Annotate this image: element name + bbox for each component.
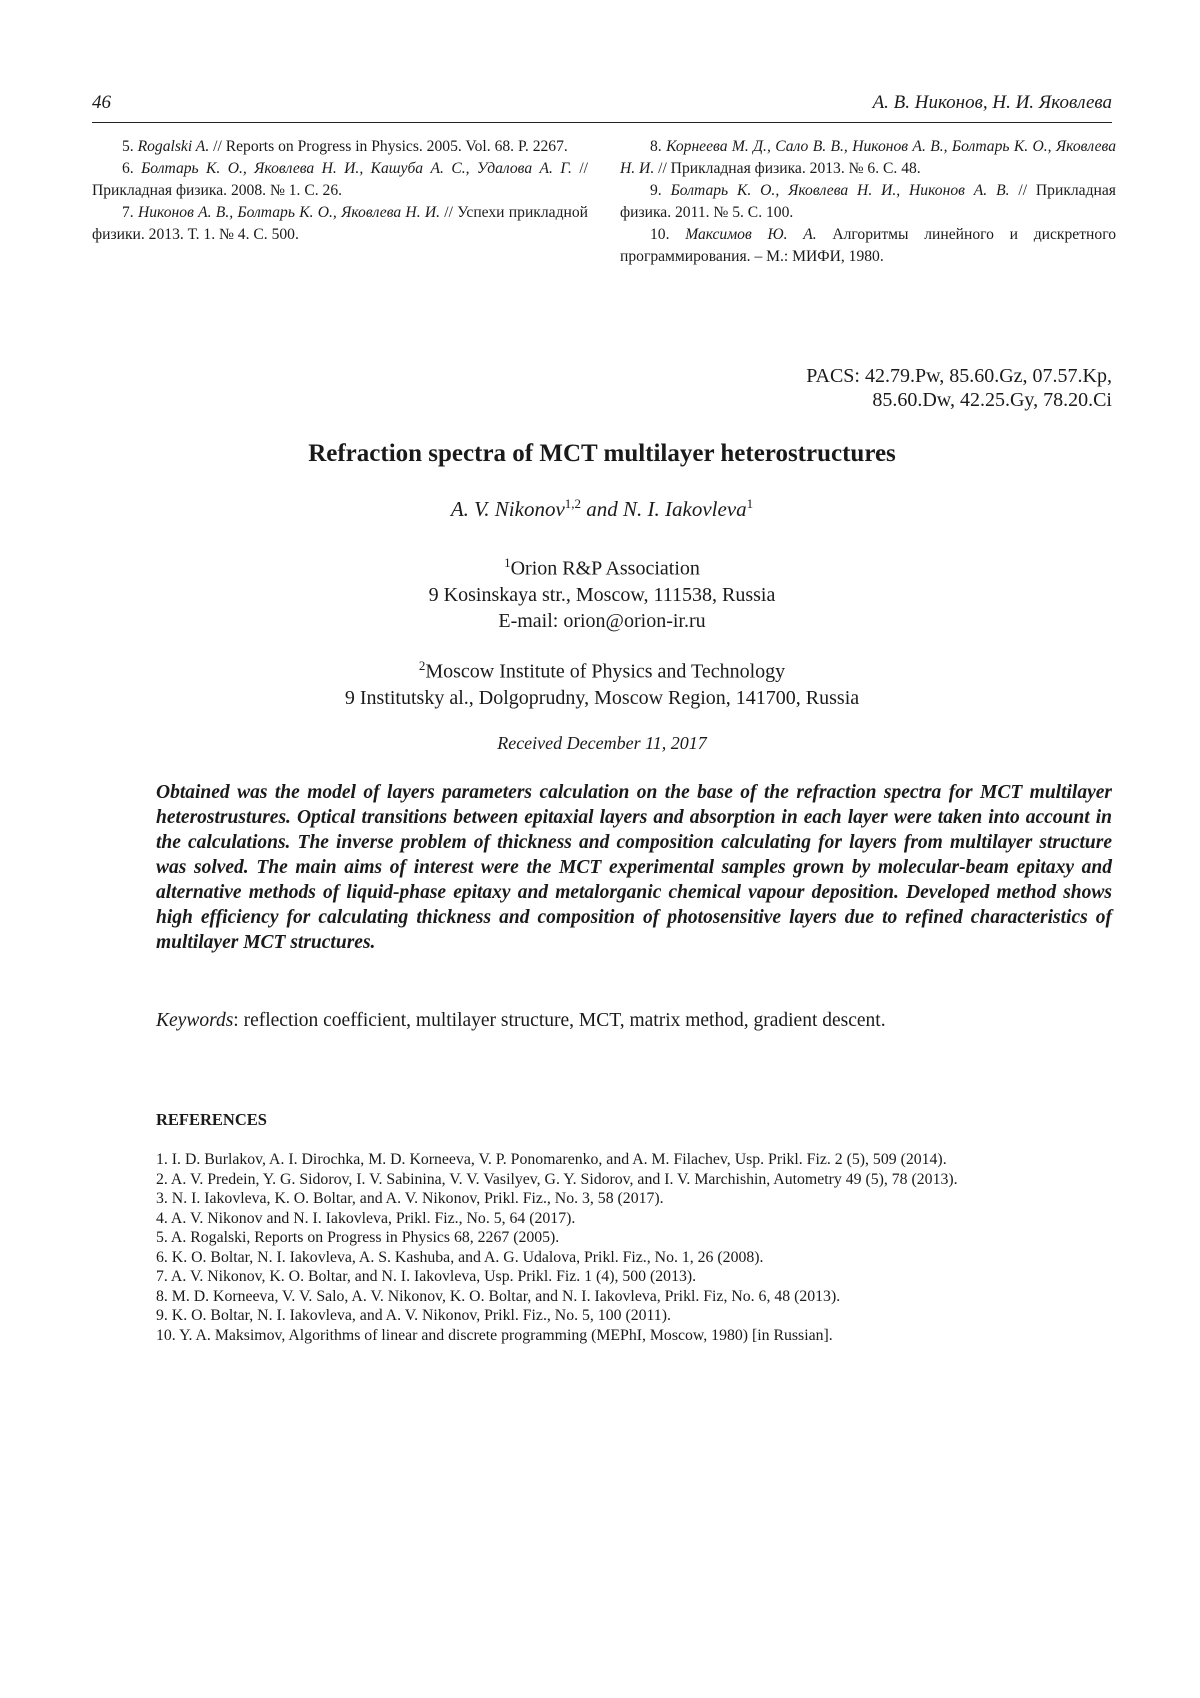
previous-references-left-column <box>92 136 588 246</box>
reference-item: 6. K. O. Boltar, N. I. Iakovleva, A. S. Kashuba, and A. G. Udalova, Prikl. Fiz., No. 1, 26 (2008). <box>156 1248 1112 1268</box>
reference-item: 3. N. I. Iakovleva, K. O. Boltar, and A. V. Nikonov, Prikl. Fiz., No. 3, 58 (2017). <box>156 1189 1112 1209</box>
previous-reference-6: 6. Болтарь К. О., Яковлева Н. И., Кашуба А. С., Удалова А. Г. // Прикладная физика. 2008. № 1. С. 26. <box>92 158 588 202</box>
affiliation-1: 1Orion R&P Association 9 Kosinskaya str., Moscow, 111538, Russia E-mail: orion@orion-ir.ru <box>92 550 1112 634</box>
affiliation-1-name: Orion R&P Association <box>511 558 700 580</box>
affiliation-1-email: E-mail: orion@orion-ir.ru <box>92 608 1112 634</box>
previous-reference-8: 8. Корнеева М. Д., Сало В. В., Никонов А. В., Болтарь К. О., Яковлева Н. И. // Прикладная физика. 2013. № 6. С. 48. <box>620 136 1116 180</box>
author-line: A. V. Nikonov1,2 and N. I. Iakovleva1 <box>92 496 1112 522</box>
reference-item: 4. A. V. Nikonov and N. I. Iakovleva, Prikl. Fiz., No. 5, 64 (2017). <box>156 1209 1112 1229</box>
affiliation-1-address: 9 Kosinskaya str., Moscow, 111538, Russia <box>92 582 1112 608</box>
keywords-text: : reflection coefficient, multilayer structure, MCT, matrix method, gradient descent. <box>233 1010 885 1031</box>
reference-item: 1. I. D. Burlakov, A. I. Dirochka, M. D. Korneeva, V. P. Ponomarenko, and A. M. Filachev, Usp. Prikl. Fiz. 2 (5), 509 (2014). <box>156 1150 1112 1170</box>
author-2: N. I. Iakovleva <box>623 497 747 521</box>
keywords <box>156 1010 1112 1032</box>
pacs-codes <box>612 364 1112 412</box>
previous-reference-7: 7. Никонов А. В., Болтарь К. О., Яковлева Н. И. // Успехи прикладной физики. 2013. Т. 1. № 4. С. 500. <box>92 202 588 246</box>
reference-item: 10. Y. A. Maksimov, Algorithms of linear and discrete programming (MEPhI, Moscow, 1980) [in Russian]. <box>156 1326 1112 1346</box>
previous-references-right-column <box>620 136 1116 268</box>
references-heading: REFERENCES <box>156 1110 267 1130</box>
pacs-line-2: 85.60.Dw, 42.25.Gy, 78.20.Ci <box>612 388 1112 412</box>
reference-item: 7. A. V. Nikonov, K. O. Boltar, and N. I. Iakovleva, Usp. Prikl. Fiz. 1 (4), 500 (2013). <box>156 1267 1112 1287</box>
reference-item: 2. A. V. Predein, Y. G. Sidorov, I. V. Sabinina, V. V. Vasilyev, G. Y. Sidorov, and I. V. Marchishin, Autometry 49 (5), 78 (2013). <box>156 1170 1112 1190</box>
pacs-line-1: PACS: 42.79.Pw, 85.60.Gz, 07.57.Kp, <box>612 364 1112 388</box>
author-1: A. V. Nikonov <box>451 497 565 521</box>
previous-reference-9: 9. Болтарь К. О., Яковлева Н. И., Никонов А. В. // Прикладная физика. 2011. № 5. С. 100. <box>620 180 1116 224</box>
reference-item: 5. A. Rogalski, Reports on Progress in Physics 68, 2267 (2005). <box>156 1228 1112 1248</box>
journal-page <box>92 0 1112 1698</box>
received-date: Received December 11, 2017 <box>92 733 1112 754</box>
previous-reference-10: 10. Максимов Ю. А. Алгоритмы линейного и дискретного программирования. – М.: МИФИ, 1980. <box>620 224 1116 268</box>
affiliation-2-address: 9 Institutsky al., Dolgoprudny, Moscow Region, 141700, Russia <box>92 685 1112 711</box>
abstract: Obtained was the model of layers parameters calculation on the base of the refraction spectra for MCT multilayer heterostrustures. Optical transitions between epitaxial layers and absorption in each layer were taken into account in the calculations. The inverse problem of thickness and composition calculating for layers from multilayer structure was solved. The main aims of interest were the MCT experimental samples grown by molecular-beam epitaxy and alternative methods of liquid-phase epitaxy and metalorganic chemical vapour deposition. Developed method shows high efficiency for calculating thickness and composition of photosensitive layers due to refined characteristics of multilayer MCT structures. <box>156 780 1112 955</box>
previous-reference-5: 5. Rogalski A. // Reports on Progress in Physics. 2005. Vol. 68. P. 2267. <box>92 136 588 158</box>
reference-item: 8. M. D. Korneeva, V. V. Salo, A. V. Nikonov, K. O. Boltar, and N. I. Iakovleva, Prikl. Fiz, No. 6, 48 (2013). <box>156 1287 1112 1307</box>
page-number: 46 <box>92 92 111 114</box>
references-list <box>156 1150 1112 1345</box>
reference-item: 9. K. O. Boltar, N. I. Iakovleva, and A. V. Nikonov, Prikl. Fiz., No. 5, 100 (2011). <box>156 1306 1112 1326</box>
affiliation-2: 2Moscow Institute of Physics and Technology 9 Institutsky al., Dolgoprudny, Moscow Region, 141700, Russia <box>92 653 1112 711</box>
running-head: А. В. Никонов, Н. И. Яковлева <box>873 92 1112 114</box>
affiliation-2-name: Moscow Institute of Physics and Technology <box>425 661 785 683</box>
page-header <box>92 92 1112 123</box>
article-title: Refraction spectra of MCT multilayer heterostructures <box>92 440 1112 468</box>
keywords-label: Keywords <box>156 1010 233 1031</box>
